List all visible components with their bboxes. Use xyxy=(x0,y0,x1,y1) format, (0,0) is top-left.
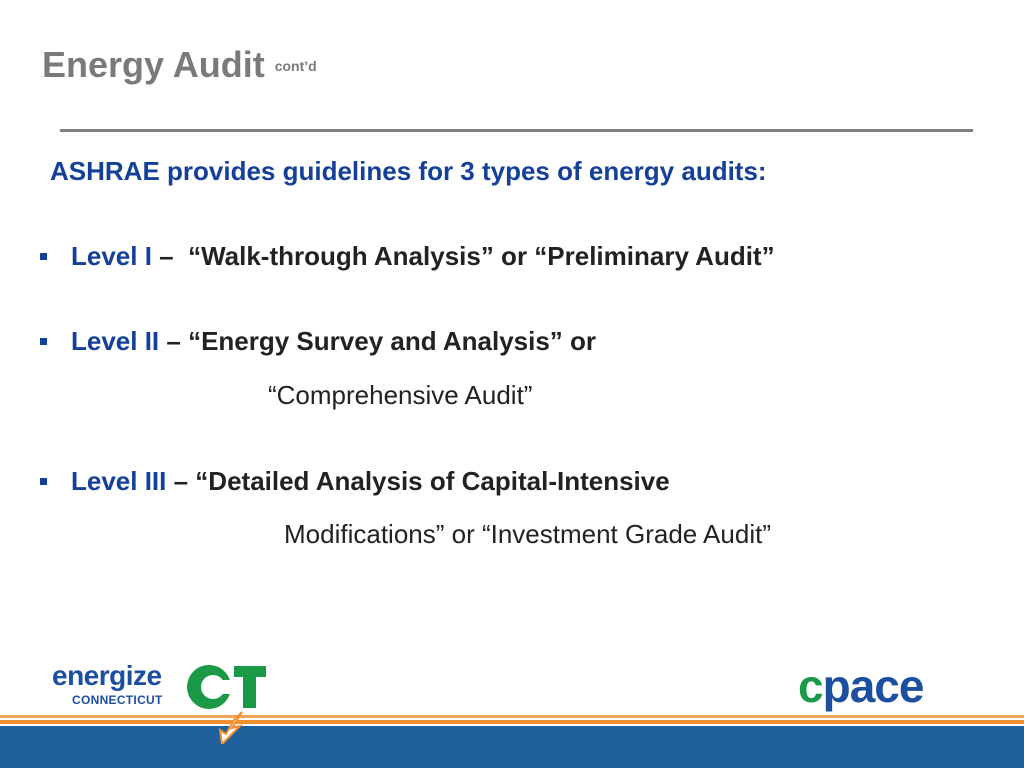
level-description: – “Detailed Analysis of Capital-Intensive xyxy=(166,466,670,496)
square-bullet-icon xyxy=(40,478,47,485)
bullet-line xyxy=(71,241,775,272)
cpace-wordmark-rest: pace xyxy=(822,664,924,712)
level-description: – “Energy Survey and Analysis” or xyxy=(159,326,597,356)
intro-heading: ASHRAE provides guidelines for 3 types of energy audits: xyxy=(50,156,767,186)
square-bullet-icon xyxy=(40,338,47,345)
cpace-logo xyxy=(798,664,978,718)
level-label: Level I xyxy=(71,241,152,271)
level-description: – “Walk-through Analysis” or “Preliminary Audit” xyxy=(151,241,775,271)
cpace-wordmark: cpace xyxy=(798,664,924,712)
square-bullet-icon xyxy=(40,253,47,260)
slide-title-text: Energy Audit xyxy=(42,44,265,85)
level-description-continuation: Modifications” or “Investment Grade Audit” xyxy=(284,519,771,549)
logo-subtitle: CONNECTICUT xyxy=(72,693,163,707)
logo-wordmark: energize xyxy=(52,660,162,691)
bullet-line xyxy=(71,326,596,357)
ct-logo-icon xyxy=(184,664,284,744)
title-divider xyxy=(60,129,973,132)
energize-connecticut-logo xyxy=(52,660,292,745)
level-label: Level III xyxy=(71,466,167,496)
level-description-continuation: “Comprehensive Audit” xyxy=(268,380,533,410)
level-label: Level II xyxy=(71,326,160,356)
slide-title xyxy=(42,44,317,86)
bullet-line xyxy=(71,466,670,497)
slide-title-suffix: cont’d xyxy=(274,58,317,74)
